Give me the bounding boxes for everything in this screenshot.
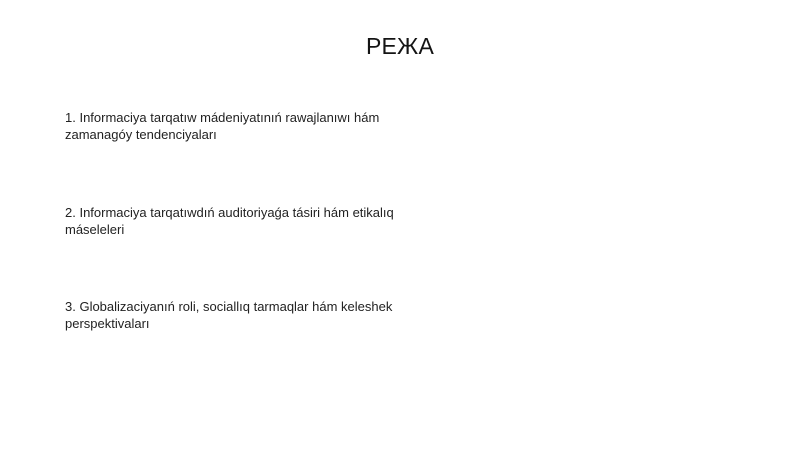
plan-item-1: 1. Informaciya tarqatıw mádeniyatınıń rawajlanıwı hám zamanagóy tendenciyaları [65, 110, 380, 142]
slide-title: РЕЖА [365, 33, 435, 59]
plan-item-3: 3. Globalizaciyanıń roli, sociallıq tarmaqlar hám keleshek perspektivaları [65, 299, 393, 331]
plan-item-2: 2. Informaciya tarqatıwdıń auditoriyaǵa tásiri hám etikalıq máseleleri [65, 205, 394, 237]
